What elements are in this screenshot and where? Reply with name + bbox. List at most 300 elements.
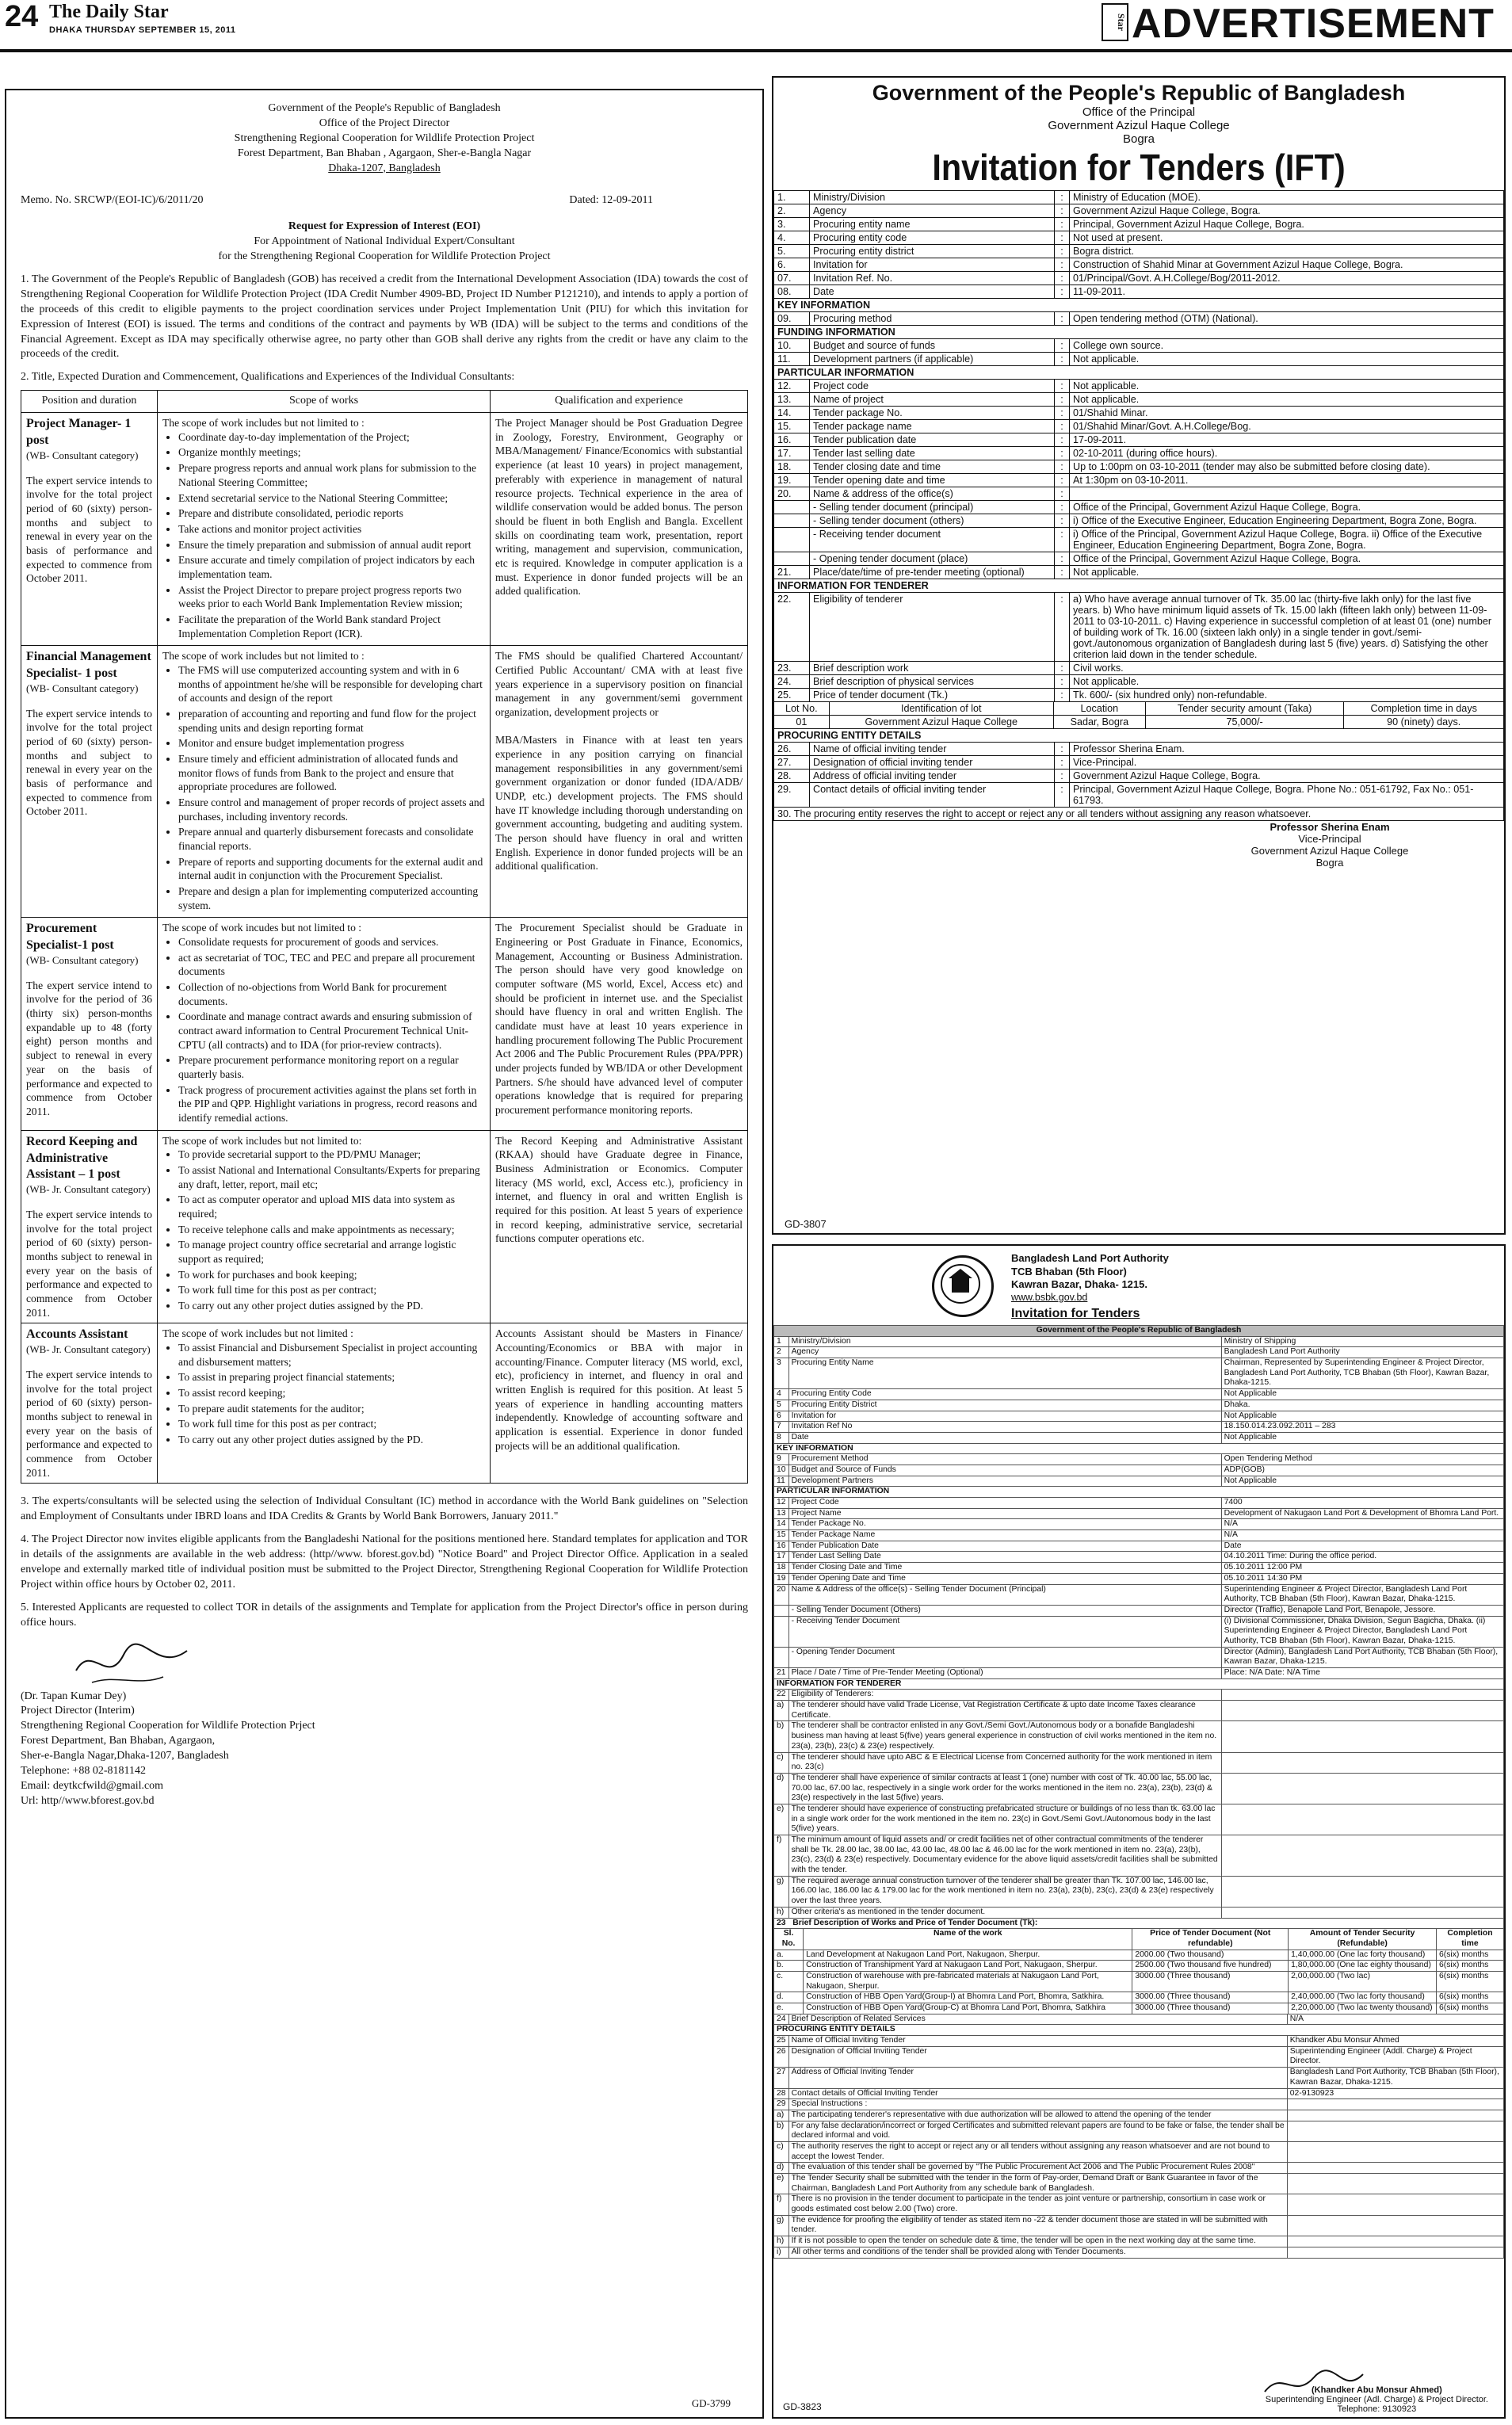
- info-row: [774, 2099, 1504, 2110]
- row-colon: :: [1055, 501, 1070, 514]
- scope-item: • To assist National and International Consultants/Experts for preparing any draft, letter, report, mail etc;: [178, 1163, 485, 1191]
- scope-item: • To carry out any other project duties assigned by the PD.: [178, 1299, 485, 1313]
- position-title: Procurement Specialist-1 post: [26, 922, 114, 953]
- section-title: ADVERTISEMENT: [1132, 1, 1495, 47]
- info-row: [774, 2141, 1504, 2162]
- row-label: The tenderer should have upto ABC & E Electrical License from Concerned authority for the work mentioned in item no. 23(c): [788, 1752, 1221, 1773]
- row-label: The Tender Security shall be submitted with the tender in the form of Pay-order, Demand Draft or Bank Guarantee in favor of the Chairman, Bangladesh Land Port Authority from any schedule bank of Bangladesh.: [788, 2174, 1287, 2194]
- row-label: Brief Description of Related Services: [788, 2014, 1287, 2025]
- scope-item: • Track progress of procurement activities against the plans set forth in the PIP and QPP. Highlight variations in progress, record reasons and identify remedial actions.: [178, 1083, 485, 1125]
- row-number: g): [774, 2215, 789, 2236]
- info-row: [774, 1773, 1504, 1804]
- row-number: d): [774, 1773, 789, 1804]
- row-number: 3.: [774, 218, 810, 231]
- scope-item: • Assist the Project Director to prepare project progress reports two weeks prior to each World Bank Implementation Review mission;: [178, 583, 485, 611]
- lot-cell: 01: [774, 716, 830, 729]
- row-label: Other criteria's as mentioned in the tender document.: [788, 1907, 1221, 1918]
- info-row: [774, 204, 1504, 218]
- row-number: [774, 552, 810, 566]
- row-value: Bogra district.: [1070, 245, 1504, 258]
- info-row: [774, 1400, 1504, 1411]
- row-colon: :: [1055, 743, 1070, 756]
- ift-notice: [772, 76, 1506, 1235]
- newspaper-name: The Daily Star: [49, 2, 169, 22]
- row-value: Date: [1221, 1541, 1503, 1552]
- info-row: [774, 1411, 1504, 1422]
- info-row: [774, 353, 1504, 366]
- row-value: Open Tendering Method: [1221, 1454, 1503, 1465]
- info-row: [774, 2215, 1504, 2236]
- section-heading-row: [774, 1487, 1504, 1498]
- info-row: [774, 1358, 1504, 1389]
- scope-item: • To manage project country office secretarial and arrange logistic support as required;: [178, 1238, 485, 1266]
- works-column-header: Sl. No.: [774, 1929, 804, 1950]
- row-label: Address of Official Inviting Tender: [788, 2068, 1287, 2088]
- row-value: Government Azizul Haque College, Bogra.: [1070, 204, 1504, 218]
- url-link[interactable]: Url: http//www.bforest.gov.bd: [21, 1794, 155, 1807]
- works-cell: 1,80,000.00 (One lac eighty thousand): [1289, 1961, 1437, 1972]
- row-value: i) Office of the Executive Engineer, Education Engineering Department, Bogra Zone, Bogra.: [1070, 514, 1504, 528]
- eoi-header-line: Forest Department, Ban Bhaban , Agargaon, Sher-e-Bangla Nagar: [237, 147, 532, 159]
- scope-item: • To assist record keeping;: [178, 1386, 485, 1400]
- lot-column-header: Tender security amount (Taka): [1145, 702, 1344, 716]
- row-number: 14: [774, 1519, 789, 1530]
- info-row: [774, 1476, 1504, 1487]
- row-value: Vice-Principal.: [1070, 756, 1504, 770]
- row-label: Name of Official Inviting Tender: [788, 2036, 1287, 2047]
- info-row: [774, 1690, 1504, 1701]
- eoi-header-line: Government of the People's Republic of Bangladesh: [268, 102, 501, 114]
- position-title: Project Manager- 1 post: [26, 417, 132, 447]
- row-value: Office of the Principal, Government Azizul Haque College, Bogra.: [1070, 552, 1504, 566]
- row-label: All other terms and conditions of the tender shall be provided along with Tender Documents.: [788, 2247, 1287, 2258]
- row-number: 10: [774, 1465, 789, 1476]
- row-colon: :: [1055, 552, 1070, 566]
- row-number: 18.: [774, 460, 810, 474]
- blpa-address: [1011, 1252, 1169, 1322]
- scope-item: • Facilitate the preparation of the World Bank standard Project Implementation Completion Report (ICR).: [178, 613, 485, 640]
- row-value: Superintending Engineer (Addl. Charge) & Project Director.: [1287, 2046, 1503, 2067]
- row-label: - Receiving Tender Document: [788, 1616, 1221, 1647]
- info-row: [774, 689, 1504, 702]
- scope-item: • Extend secretarial service to the National Steering Committee;: [178, 491, 485, 506]
- blpa-bhaban: TCB Bhaban (5th Floor): [1011, 1265, 1127, 1277]
- eoi-para-2: 2. Title, Expected Duration and Commencement, Qualifications and Experiences of the Individual Consultants:: [21, 371, 515, 384]
- row-number: 09.: [774, 312, 810, 326]
- info-row: [774, 1389, 1504, 1400]
- row-label: Budget and source of funds: [810, 339, 1055, 353]
- lot-cell: 90 (ninety) days.: [1344, 716, 1504, 729]
- row-label: For any false declaration/incorrect or forged Certificates and submitted relevant papers are found to be fake or false, the tender shall be declared informal and void.: [788, 2121, 1287, 2141]
- row-value: [1287, 2110, 1503, 2121]
- row-number: b): [774, 2121, 789, 2141]
- info-row: [774, 272, 1504, 285]
- row-label: - Selling tender document (principal): [810, 501, 1055, 514]
- row-label: Procuring method: [810, 312, 1055, 326]
- positions-header-row: [21, 391, 748, 413]
- info-row: [774, 514, 1504, 528]
- row-value: Not applicable.: [1070, 380, 1504, 393]
- row-value: 18.150.014.23.092.2011 – 283: [1221, 1422, 1503, 1433]
- lot-column-header: Identification of lot: [829, 702, 1053, 716]
- row-value: Bangladesh Land Port Authority, TCB Bhaban (5th Floor), Kawran Bazar, Dhaka-1215.: [1287, 2068, 1503, 2088]
- works-cell: b.: [774, 1961, 804, 1972]
- scope-item: • Prepare procurement performance monitoring report on a regular quarterly basis.: [178, 1053, 485, 1081]
- works-cell: 6(six) months: [1436, 1971, 1503, 1992]
- blpa-web[interactable]: www.bsbk.gov.bd: [1011, 1291, 1088, 1303]
- row-label: Development partners (if applicable): [810, 353, 1055, 366]
- info-row: [774, 593, 1504, 662]
- scope-item: • Ensure accurate and timely compilation of project indicators by each implementation team.: [178, 553, 485, 581]
- row-value: Bangladesh Land Port Authority: [1221, 1347, 1503, 1358]
- row-number: d): [774, 2163, 789, 2174]
- row-value: Open tendering method (OTM) (National).: [1070, 312, 1504, 326]
- row-value: Place: N/A Date: N/A Time: [1221, 1668, 1503, 1679]
- section-heading: PROCURING ENTITY DETAILS: [774, 2025, 1504, 2036]
- section-heading-row: [774, 366, 1504, 380]
- works-row: [774, 1950, 1504, 1961]
- info-row: [774, 380, 1504, 393]
- row-label: The minimum amount of liquid assets and/ or credit facilities net of other contractual commitments of the tenderer shall be Tk. 28.00 lac, 38.00 lac, 43.00 lac, 48.00 lac & 46.00 lac for the work mentioned in item no. 23(a), 23(b), 23(c), 23(d) & 23(e) respectively. Documentary evidence for the above liquid assets/credit facilities shall be submitted with the tender.: [788, 1835, 1221, 1877]
- eoi-title-line: For Appointment of National Individual Expert/Consultant: [254, 235, 515, 248]
- scope-cell: [158, 918, 491, 1130]
- memo-line: [21, 193, 748, 208]
- info-row: [774, 783, 1504, 808]
- row-value: [1221, 1721, 1503, 1752]
- row-number: 22: [774, 1690, 789, 1701]
- scope-item: • Prepare and distribute consolidated, periodic reports: [178, 506, 485, 521]
- works-cell: Construction of HBB Open Yard(Group-I) at Bhomra Land Port, Bhomra, Satkhira.: [804, 1992, 1132, 2003]
- position-title: Accounts Assistant: [26, 1327, 128, 1342]
- column-header: Qualification and experience: [491, 391, 748, 413]
- position-category: (WB- Consultant category): [26, 682, 139, 694]
- row-number: f): [774, 2194, 789, 2215]
- row-colon: :: [1055, 662, 1070, 675]
- eoi-para-5: 5. Interested Applicants are requested to collect TOR in details of the assignments and Template for application from the Project Director's office in person during office hours.: [21, 1601, 748, 1629]
- scope-item: • To receive telephone calls and make appointments as necessary;: [178, 1223, 485, 1237]
- qualification-cell: The Record Keeping and Administrative Assistant (RKAA) should have Graduate degree in Finance, Business Administration or Economics. Computer literacy (MS world, excl, Access etc.), proficiency in internet, and fluency in oral and written English is required for this position. At least 5 years of experience in record keeping, administrative service, secretarial functions computer operations etc.: [491, 1130, 748, 1323]
- row-value: Not Applicable: [1221, 1389, 1503, 1400]
- row-value: [1287, 2215, 1503, 2236]
- info-row: [774, 1563, 1504, 1574]
- row-number: [774, 1605, 789, 1616]
- ift-signature: [773, 821, 1504, 869]
- row-number: 2.: [774, 204, 810, 218]
- row-label: Invitation Ref No: [788, 1422, 1221, 1433]
- qualification-cell: The FMS should be qualified Chartered Accountant/ Certified Public Accountant/ CMA with at least five years experience in a supervisory position on financial management in any government/semi government organization, development projects or MBA/Masters in Finance with at least ten years experience in any position carrying on financial management responsibilities in any government/semi government organization or donor funded (IDA/ADB/ UNDP, etc.) development projects. The FMS should have IT knowledge including thorough understanding on government accounting, budgeting and auditing system. The person should have fluency in oral and written English. Experience in donor funded projects will be an additional qualification.: [491, 646, 748, 918]
- blpa-signature: [1266, 2385, 1488, 2414]
- row-number: [774, 528, 810, 552]
- info-row: [774, 487, 1504, 501]
- works-cell: 3000.00 (Three thousand): [1132, 2003, 1289, 2014]
- lot-cell: Government Azizul Haque College: [829, 716, 1053, 729]
- row-number: c): [774, 1752, 789, 1773]
- row-number: 14.: [774, 407, 810, 420]
- row-value: [1287, 2121, 1503, 2141]
- scope-item: • Coordinate day-to-day implementation of the Project;: [178, 430, 485, 445]
- row-label: Tender Publication Date: [788, 1541, 1221, 1552]
- row-value: 02-9130923: [1287, 2088, 1503, 2099]
- row-label: - Opening tender document (place): [810, 552, 1055, 566]
- works-column-header: Name of the work: [804, 1929, 1132, 1950]
- row-label: Ministry/Division: [788, 1336, 1221, 1347]
- works-cell: 6(six) months: [1436, 1961, 1503, 1972]
- scope-intro: The scope of work includes but not limited to:: [162, 1134, 362, 1147]
- star-logo-icon: Star: [1102, 3, 1128, 41]
- info-row: [774, 1432, 1504, 1443]
- row-number: 26: [774, 2046, 789, 2067]
- row-label: The required average annual construction turnover of the tenderer shall be greater than Tk. 107.00 lac, 146.00 lac, 166.00 lac, 186.00 lac & 179.00 lac for the work mentioned in item no. 23(a), 23(b), 23(c), 23(d) & 23(e) respectively over the last three years.: [788, 1876, 1221, 1907]
- row-value: a) Who have average annual turnover of Tk. 35.00 lac (thirty-five lakh only) for the last five years. b) Who have minimum liquid assets of Tk. 15.00 lakh (fifteen lakh only) between 11-09-2011 to 03-10-2011. c) Having experience in successful completion of at least 01 (one) number of building work of Tk. 16.00 (sixteen lakh only) in a single tender in govt./semi-govt./autonomous organization of Bangladesh during last 5 (five) years. d) Satisfying the other criterion laid down in the tender schedule.: [1070, 593, 1504, 662]
- row-label: Project Code: [788, 1498, 1221, 1509]
- eoi-header-line: Dhaka-1207, Bangladesh: [328, 162, 441, 174]
- works-cell: 2000.00 (Two thousand): [1132, 1950, 1289, 1961]
- ift-table-body: [774, 191, 1504, 702]
- row-colon: :: [1055, 218, 1070, 231]
- eoi-header: [21, 101, 748, 176]
- works-cell: c.: [774, 1971, 804, 1992]
- scope-item: • To assist in preparing project financial statements;: [178, 1370, 485, 1384]
- row-value: Up to 1:00pm on 03-10-2011 (tender may also be submitted before closing date).: [1070, 460, 1504, 474]
- scope-item: • Prepare progress reports and annual work plans for submission to the National Steering Committee;: [178, 461, 485, 489]
- row-label: Contact details of official inviting tender: [810, 783, 1055, 808]
- section-heading-row: [774, 729, 1504, 743]
- works-column-header: Amount of Tender Security (Refundable): [1289, 1929, 1437, 1950]
- row-label: Designation of Official Inviting Tender: [788, 2046, 1287, 2067]
- row-number: 17.: [774, 447, 810, 460]
- row-colon: :: [1055, 231, 1070, 245]
- row-value: [1287, 2163, 1503, 2174]
- row-value: Not Applicable: [1221, 1476, 1503, 1487]
- section-heading: PARTICULAR INFORMATION: [774, 1487, 1504, 1498]
- row-label: Tender closing date and time: [810, 460, 1055, 474]
- row-number: 19.: [774, 474, 810, 487]
- position-cell: [21, 918, 158, 1130]
- row-label: The evidence for proofing the eligibility of tender as stated item no -22 & tender document those are stated in will be submitted with tender.: [788, 2215, 1287, 2236]
- scope-intro: The scope of work incudes but not limited to :: [162, 922, 362, 934]
- qualification-cell: The Project Manager should be Post Graduation Degree in Zoology, Forestry, Environment, Geography or MBA/Management/ Finance/Economics with substantial experience (at least 10 years) in project management, preferably with experience in management of natural resource projects. Technical experience in the area of wildlife conservation would be added bonus. The person should be fluent in both English and Bangla. Excellent skills on coordinating team work, presentation, report writing, management and supervision, communication, etc is required. Knowledge in computer application is a must. Experience in donor funded projects will be an added qualification.: [491, 413, 748, 646]
- row-colon: :: [1055, 339, 1070, 353]
- row-colon: :: [1055, 514, 1070, 528]
- row-colon: :: [1055, 689, 1070, 702]
- row-number: 15: [774, 1530, 789, 1541]
- info-row: [774, 1668, 1504, 1679]
- info-row: [774, 1519, 1504, 1530]
- row-value: 02-10-2011 (during office hours).: [1070, 447, 1504, 460]
- scope-item: • To work for purchases and book keeping;: [178, 1268, 485, 1282]
- works-column-header: Completion time: [1436, 1929, 1503, 1950]
- row-value: Not applicable.: [1070, 393, 1504, 407]
- scope-item: • Ensure the timely preparation and submission of annual audit report: [178, 538, 485, 552]
- row-number: e): [774, 2174, 789, 2194]
- info-row: [774, 245, 1504, 258]
- row-label: Tender Opening Date and Time: [788, 1573, 1221, 1584]
- eoi-signature-block: [21, 1690, 748, 1809]
- eoi-title: [21, 220, 748, 265]
- row-value: Ministry of Education (MOE).: [1070, 191, 1504, 204]
- row-number: i): [774, 2247, 789, 2258]
- row-label: Brief description of physical services: [810, 675, 1055, 689]
- row-number: b): [774, 1721, 789, 1752]
- position-duration: The expert service intend to involve for the period of 36 (thirty six) person-months expandable up to 48 (forty eight) person months and subject to renewal in every year on the basis of performance and expected to commence from October 2011.: [26, 979, 152, 1117]
- signature-line: Sher-e-Bangla Nagar,Dhaka-1207, Bangladesh: [21, 1750, 229, 1762]
- scope-item: • Consolidate requests for procurement of goods and services.: [178, 935, 485, 949]
- row-value: Not applicable.: [1070, 675, 1504, 689]
- column-header: Scope of works: [158, 391, 491, 413]
- row-label: Procuring entity name: [810, 218, 1055, 231]
- blpa-table-body: [774, 1336, 1504, 1918]
- works-column-header: Price of Tender Document (Not refundable): [1132, 1929, 1289, 1950]
- section-heading-row: [774, 299, 1504, 312]
- info-row: [774, 460, 1504, 474]
- row-value: Principal, Government Azizul Haque College, Bogra.: [1070, 218, 1504, 231]
- row-colon: :: [1055, 380, 1070, 393]
- row-number: 23.: [774, 662, 810, 675]
- scope-item: • To provide secretarial support to the PD/PMU Manager;: [178, 1148, 485, 1162]
- row-value: [1221, 1876, 1503, 1907]
- position-duration: The expert service intends to involve for the total project period of 60 (sixty) person-months subject to renewal in every year on the basis of performance and expected to commence from October 2011.: [26, 1209, 152, 1319]
- row-label: The tenderer should have experience of constructing prefabricated structure or buildings of no less than tk. 63.00 lac in a single work order for the work mentioned in the item no. 23(c) in Govt./Semi Govt./Autonomous body in the last 5(five) years.: [788, 1804, 1221, 1835]
- row-colon: :: [1055, 272, 1070, 285]
- position-cell: [21, 413, 158, 646]
- row-label: Place/date/time of pre-tender meeting (optional): [810, 566, 1055, 579]
- signature-line: Telephone: +88 02-8181142: [21, 1765, 147, 1778]
- row-value: Development of Nakugaon Land Port & Development of Bhomra Land Port.: [1221, 1508, 1503, 1519]
- row-label: Tender Package Name: [788, 1530, 1221, 1541]
- info-row: [774, 339, 1504, 353]
- scope-item: • act as secretariat of TOC, TEC and PEC and prepare all procurement documents: [178, 951, 485, 979]
- row-label: Address of official inviting tender: [810, 770, 1055, 783]
- row-value: 01/Shahid Minar/Govt. A.H.College/Bog.: [1070, 420, 1504, 433]
- info-row: [774, 1498, 1504, 1509]
- scope-list: [162, 430, 485, 640]
- row-label: Eligibility of Tenderers:: [788, 1690, 1221, 1701]
- row-value: 17-09-2011.: [1070, 433, 1504, 447]
- position-row: [21, 918, 748, 1130]
- info-row: [774, 2194, 1504, 2215]
- row-colon: :: [1055, 528, 1070, 552]
- info-row: [774, 1835, 1504, 1877]
- row-value: 04.10.2011 Time: During the office period.: [1221, 1552, 1503, 1563]
- row-number: 4: [774, 1389, 789, 1400]
- row-label: Budget and Source of Funds: [788, 1465, 1221, 1476]
- row-value: 11-09-2011.: [1070, 285, 1504, 299]
- info-row: [774, 743, 1504, 756]
- eoi-title-line: for the Strengthening Regional Cooperation for Wildlife Protection Project: [218, 250, 551, 263]
- row-label: Tender Last Selling Date: [788, 1552, 1221, 1563]
- row-value: Construction of Shahid Minar at Government Azizul Haque College, Bogra.: [1070, 258, 1504, 272]
- row-label: The authority reserves the right to accept or reject any or all tenders without assigning any reason whatsoever and are not bound to accept the lowest Tender.: [788, 2141, 1287, 2162]
- gd-number: GD-3799: [691, 2397, 731, 2410]
- row-label: Tender package name: [810, 420, 1055, 433]
- row-number: 21.: [774, 566, 810, 579]
- position-row: [21, 1323, 748, 1484]
- lot-column-header: Lot No.: [774, 702, 830, 716]
- row-label: Name of project: [810, 393, 1055, 407]
- scope-list: [162, 663, 485, 912]
- scope-item: • To assist Financial and Disbursement Specialist in project accounting and disbursement matters;: [178, 1341, 485, 1369]
- row-number: h): [774, 1907, 789, 1918]
- info-row: [774, 1552, 1504, 1563]
- row-number: 13: [774, 1508, 789, 1519]
- row-label: - Receiving tender document: [810, 528, 1055, 552]
- works-cell: 2500.00 (Two thousand five hundred): [1132, 1961, 1289, 1972]
- row-colon: :: [1055, 433, 1070, 447]
- works-row: [774, 1961, 1504, 1972]
- row-value: Not Applicable: [1221, 1432, 1503, 1443]
- position-duration: The expert service intends to involve for the total project period of 60 (sixty) person-months and subject to renewal in every year on the basis of performance and expected to commence from October 2011.: [26, 707, 152, 818]
- row-label: Brief description work: [810, 662, 1055, 675]
- blpa-entity-table: [773, 2014, 1504, 2259]
- position-cell: [21, 646, 158, 918]
- info-row: [774, 1701, 1504, 1721]
- works-cell: 2,20,000.00 (Two lac twenty thousand): [1289, 2003, 1437, 2014]
- row-label: Invitation for: [788, 1411, 1221, 1422]
- section-heading-row: [774, 326, 1504, 339]
- section-heading: PARTICULAR INFORMATION: [774, 366, 1504, 380]
- info-row: [774, 1508, 1504, 1519]
- signature-line: (Dr. Tapan Kumar Dey): [21, 1690, 127, 1702]
- email-link[interactable]: Email: deytkcfwild@gmail.com: [21, 1779, 164, 1792]
- row-colon: :: [1055, 393, 1070, 407]
- works-header-row: [774, 1929, 1504, 1950]
- blpa-org: Bangladesh Land Port Authority: [1011, 1252, 1169, 1264]
- row-number: 29.: [774, 783, 810, 808]
- lot-column-header: Location: [1053, 702, 1145, 716]
- info-row: [774, 1541, 1504, 1552]
- row-label: - Opening Tender Document: [788, 1647, 1221, 1667]
- info-row: [774, 2046, 1504, 2067]
- signer-name: Professor Sherina Enam: [1270, 821, 1390, 833]
- lot-cell: 75,000/-: [1145, 716, 1344, 729]
- info-row: [774, 2036, 1504, 2047]
- info-row: [774, 2121, 1504, 2141]
- row-label: Procurement Method: [788, 1454, 1221, 1465]
- info-row: [774, 1336, 1504, 1347]
- lot-table: [773, 701, 1504, 729]
- row-number: 9: [774, 1454, 789, 1465]
- section-heading-row: [774, 1443, 1504, 1454]
- row-label: Agency: [788, 1347, 1221, 1358]
- row-number: 16.: [774, 433, 810, 447]
- position-title: Record Keeping and Administrative Assistant – 1 post: [26, 1134, 138, 1182]
- position-cell: [21, 1323, 158, 1484]
- eoi-para-4: 4. The Project Director now invites eligible applicants from the Bangladeshi National for the positions mentioned here. Standard templates for application and TOR in details of the assignments are available in the web address: (http//www. bforest.gov.bd) "Notice Board" and Project Director Office. Application in a sealed envelope and externally marked title of individual position must be submitted to the Project Director, Strengthening Regional Cooperation for Wildlife Protection Project within office hours by October 02, 2011.: [21, 1533, 748, 1591]
- row-number: 10.: [774, 339, 810, 353]
- row-label: If it is not possible to open the tender on schedule date & time, the tender will be open in the next working day at the same time.: [788, 2236, 1287, 2247]
- row-label: Invitation for: [810, 258, 1055, 272]
- blpa-title: Invitation for Tenders: [1011, 1306, 1140, 1320]
- dateline: DHAKA THURSDAY SEPTEMBER 15, 2011: [49, 25, 236, 35]
- ift-office: [773, 105, 1504, 146]
- row-value: N/A: [1221, 1530, 1503, 1541]
- row-number: 21: [774, 1668, 789, 1679]
- row-label: Date: [810, 285, 1055, 299]
- row-number: 26.: [774, 743, 810, 756]
- row-label: Ministry/Division: [810, 191, 1055, 204]
- lot-row: [774, 716, 1504, 729]
- row-number: g): [774, 1876, 789, 1907]
- signature-line: Project Director (Interim): [21, 1705, 135, 1717]
- works-cell: Construction of warehouse with pre-fabricated materials at Nakugaon Land Port, Nakugaon, Sherpur.: [804, 1971, 1132, 1992]
- row-number: 11: [774, 1476, 789, 1487]
- works-row: [774, 1971, 1504, 1992]
- blpa-gov: Government of the People's Republic of Bangladesh: [774, 1326, 1504, 1337]
- eoi-title-line: Request for Expression of Interest (EOI): [288, 220, 481, 233]
- scope-list: [162, 935, 485, 1125]
- row-value: i) Office of the Principal, Government Azizul Haque College, Bogra. ii) Office of the Executive Engineer, Education Engineering Department, Bogra Zone, Bogra.: [1070, 528, 1504, 552]
- row-value: [1221, 1907, 1503, 1918]
